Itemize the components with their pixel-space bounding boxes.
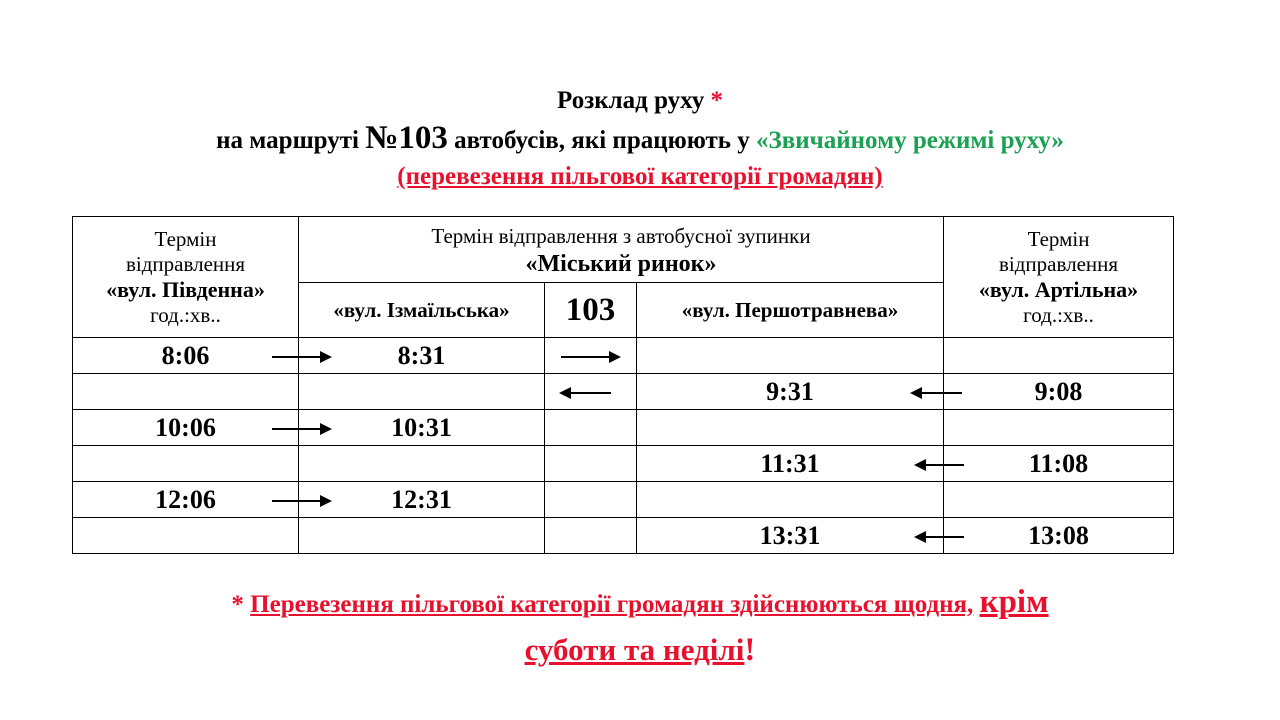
title-route-mid: автобусів, які працюють у [447,127,757,154]
time-pershotravneva: 13:31 [637,518,944,554]
route-number-label: №103 [365,120,448,156]
time-pershotravneva [637,410,944,446]
route-direction [545,446,637,482]
subheader-pershotravneva: «вул. Першотравнева» [637,283,944,338]
arrow-left-icon [561,392,611,394]
title-line-1 [0,84,1280,118]
time-artilna: 13:08 [944,518,1174,554]
header-market-stop: Термін відправлення з автобусної зупинки «Міський ринок» [299,217,944,283]
time-izmail [299,446,545,482]
time-south: 10:06 [73,410,299,446]
title-asterisk: * [710,87,723,114]
title-route-prefix: на маршруті [216,127,366,154]
title-block [0,84,1280,193]
time-artilna [944,338,1174,374]
table-row [73,374,1174,410]
arrow-left-icon [916,464,964,466]
route-direction [545,518,637,554]
time-pershotravneva: 11:31 [637,446,944,482]
market-stop-name: «Міський ринок» [525,250,717,277]
footer-line-1 [0,582,1280,625]
south-stop-name: «вул. Південна» [106,276,265,302]
footer-exclamation: ! [744,632,756,668]
header-south-stop: Термін відправлення «вул. Південна» год.:хв.. [73,217,299,338]
table-row [73,482,1174,518]
footer-days: суботи та неділі [524,632,745,667]
title-line-2 [0,118,1280,161]
time-artilna: 9:08 [944,374,1174,410]
header-artilna-stop: Термін відправлення «вул. Артільна» год.:хв.. [944,217,1174,338]
title-text: Розклад руху [557,87,705,114]
time-south [73,446,299,482]
footer-asterisk: * [231,591,244,618]
time-izmail [299,518,545,554]
time-south: 12:06 [73,482,299,518]
time-south [73,374,299,410]
time-pershotravneva [637,338,944,374]
route-direction [545,482,637,518]
subheader-route-number: 103 [545,283,637,338]
time-artilna [944,482,1174,518]
time-izmail: 8:31 [299,338,545,374]
table-row [73,338,1174,374]
time-artilna [944,410,1174,446]
time-south: 8:06 [73,338,299,374]
route-direction [545,410,637,446]
subheader-izmail: «вул. Ізмаїльська» [299,283,545,338]
arrow-right-icon [561,356,619,358]
arrow-left-icon [916,536,964,538]
table-row [73,410,1174,446]
time-izmail: 10:31 [299,410,545,446]
time-izmail: 12:31 [299,482,545,518]
route-direction [545,338,637,374]
footer-line-2 [0,625,1280,675]
schedule-table [72,216,1174,554]
artilna-stop-name: «вул. Артільна» [978,276,1139,302]
time-izmail [299,374,545,410]
title-line-3: (перевезення пільгової категорії громадян) [397,163,883,190]
arrow-left-icon [912,392,962,394]
route-direction [545,374,637,410]
time-pershotravneva: 9:31 [637,374,944,410]
time-pershotravneva [637,482,944,518]
footer-except: крім [979,584,1049,620]
table-row [73,446,1174,482]
operating-mode: «Звичайному режимі руху» [756,127,1064,154]
table-row [73,518,1174,554]
time-south [73,518,299,554]
footer-text: Перевезення пільгової категорії громадян здійснюються щодня, [250,591,974,618]
time-artilna: 11:08 [944,446,1174,482]
footer-note [0,582,1280,675]
